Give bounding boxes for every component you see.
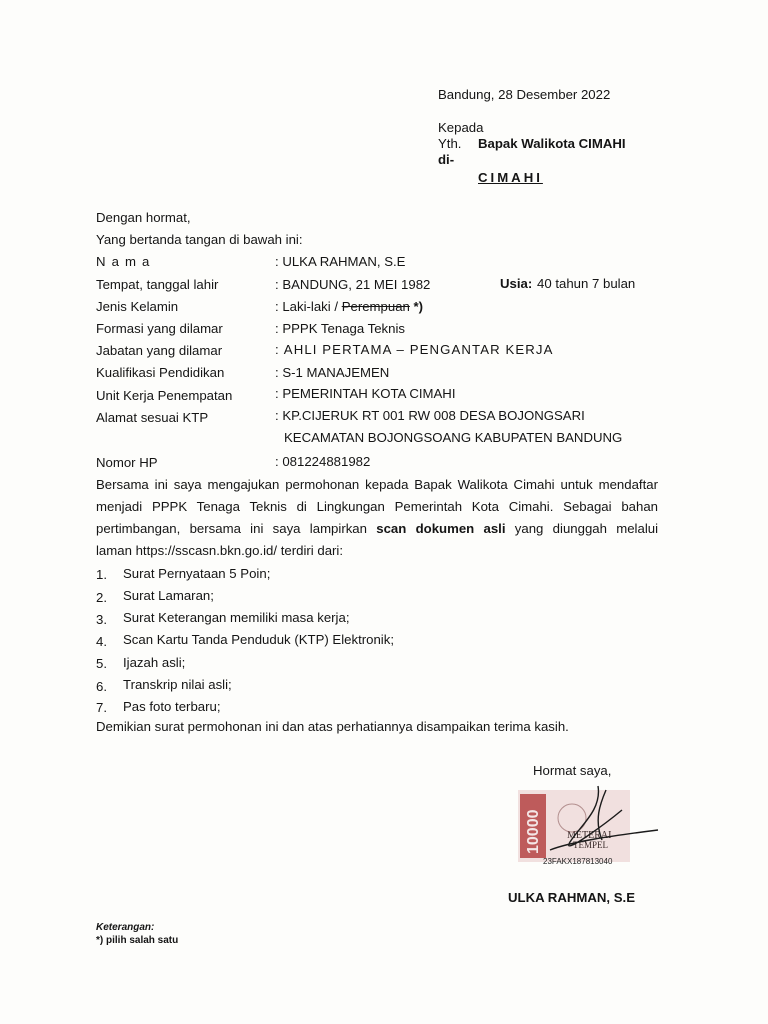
- regards: Hormat saya,: [533, 763, 612, 778]
- field-value-ttl: : BANDUNG, 21 MEI 1982: [275, 277, 431, 292]
- field-value-nama: : ULKA RAHMAN, S.E: [275, 254, 406, 269]
- letter-date: Bandung, 28 Desember 2022: [438, 87, 611, 102]
- age-value: 40 tahun 7 bulan: [537, 276, 636, 291]
- field-label-hp: Nomor HP: [96, 455, 158, 470]
- field-label-ttl: Tempat, tanggal lahir: [96, 277, 219, 292]
- field-value-pendidikan: : S-1 MANAJEMEN: [275, 365, 390, 380]
- field-value-hp: : 081224881982: [275, 454, 371, 469]
- attachment-number: 4.: [96, 634, 107, 649]
- note-title: Keterangan:: [96, 922, 155, 933]
- stamp-label-tempel: TEMPEL: [573, 840, 608, 850]
- stamp-signature-graphic: [510, 780, 660, 880]
- body-line-2: menjadi PPPK Tenaga Teknis di Lingkungan Pemerintah Kota Cimahi. Sebagai bahan: [96, 499, 658, 514]
- attachment-item: Surat Pernyataan 5 Poin;: [123, 566, 271, 581]
- field-label-pendidikan: Kualifikasi Pendidikan: [96, 365, 225, 380]
- gender-option-male: : Laki-laki /: [275, 299, 342, 314]
- attachment-item: Transkrip nilai asli;: [123, 677, 232, 692]
- attachment-number: 3.: [96, 612, 107, 627]
- attachment-item: Pas foto terbaru;: [123, 699, 221, 714]
- body-line-3-bold: scan dokumen asli: [376, 521, 506, 536]
- stamp-amount: 10000: [525, 809, 542, 854]
- field-label-nama: N a m a: [96, 254, 151, 269]
- field-value-jabatan: : AHLI PERTAMA – PENGANTAR KERJA: [275, 342, 554, 357]
- note-text: *) pilih salah satu: [96, 935, 179, 946]
- gender-option-female-struck: Perempuan: [341, 299, 410, 314]
- stamp-serial: 23FAKX187813040: [543, 857, 613, 866]
- recipient: Bapak Walikota CIMAHI: [478, 136, 626, 151]
- field-value-alamat-line1: : KP.CIJERUK RT 001 RW 008 DESA BOJONGSARI: [275, 408, 585, 423]
- attachment-item: Ijazah asli;: [123, 655, 186, 670]
- field-label-unit: Unit Kerja Penempatan: [96, 388, 233, 403]
- field-label-gender: Jenis Kelamin: [96, 299, 179, 314]
- field-value-gender: [275, 299, 423, 314]
- attachment-number: 6.: [96, 679, 107, 694]
- field-label-alamat: Alamat sesuai KTP: [96, 410, 209, 425]
- closing-sentence: Demikian surat permohonan ini dan atas perhatiannya disampaikan terima kasih.: [96, 719, 569, 734]
- attachment-number: 5.: [96, 656, 107, 671]
- intro-line: Yang bertanda tangan di bawah ini:: [96, 232, 303, 247]
- stamp-label-meterai: METERAI: [567, 830, 612, 841]
- field-value-alamat-line2: KECAMATAN BOJONGSOANG KABUPATEN BANDUNG: [284, 430, 623, 445]
- attachment-item: Surat Keterangan memiliki masa kerja;: [123, 610, 350, 625]
- field-label-jabatan: Jabatan yang dilamar: [96, 343, 223, 358]
- body-line-1: Bersama ini saya mengajukan permohonan kepada Bapak Walikota Cimahi untuk mendaftar: [96, 477, 658, 492]
- attachment-number: 1.: [96, 567, 107, 582]
- field-value-formasi: : PPPK Tenaga Teknis: [275, 321, 406, 336]
- di-label: di-: [438, 152, 455, 167]
- attachment-number: 2.: [96, 590, 107, 605]
- body-line-3: [96, 521, 658, 536]
- age-label: Usia:: [500, 276, 533, 291]
- field-label-formasi: Formasi yang dilamar: [96, 321, 223, 336]
- attachment-number: 7.: [96, 700, 107, 715]
- yth-label: Yth.: [438, 136, 462, 151]
- body-line-3-start: pertimbangan, bersama ini saya lampirkan: [96, 521, 377, 536]
- field-value-unit: : PEMERINTAH KOTA CIMAHI: [275, 386, 456, 401]
- body-line-4: laman https://sscasn.bkn.go.id/ terdiri dari:: [96, 543, 344, 558]
- salutation: Dengan hormat,: [96, 210, 191, 225]
- attachment-item: Scan Kartu Tanda Penduduk (KTP) Elektronik;: [123, 632, 394, 647]
- gender-footnote-mark: *): [409, 299, 424, 314]
- kepada-label: Kepada: [438, 120, 484, 135]
- attachment-item: Surat Lamaran;: [123, 588, 214, 603]
- body-line-3-end: yang diunggah melalui: [505, 521, 659, 536]
- signer-name: ULKA RAHMAN, S.E: [508, 890, 635, 905]
- recipient-city: CIMAHI: [478, 170, 543, 185]
